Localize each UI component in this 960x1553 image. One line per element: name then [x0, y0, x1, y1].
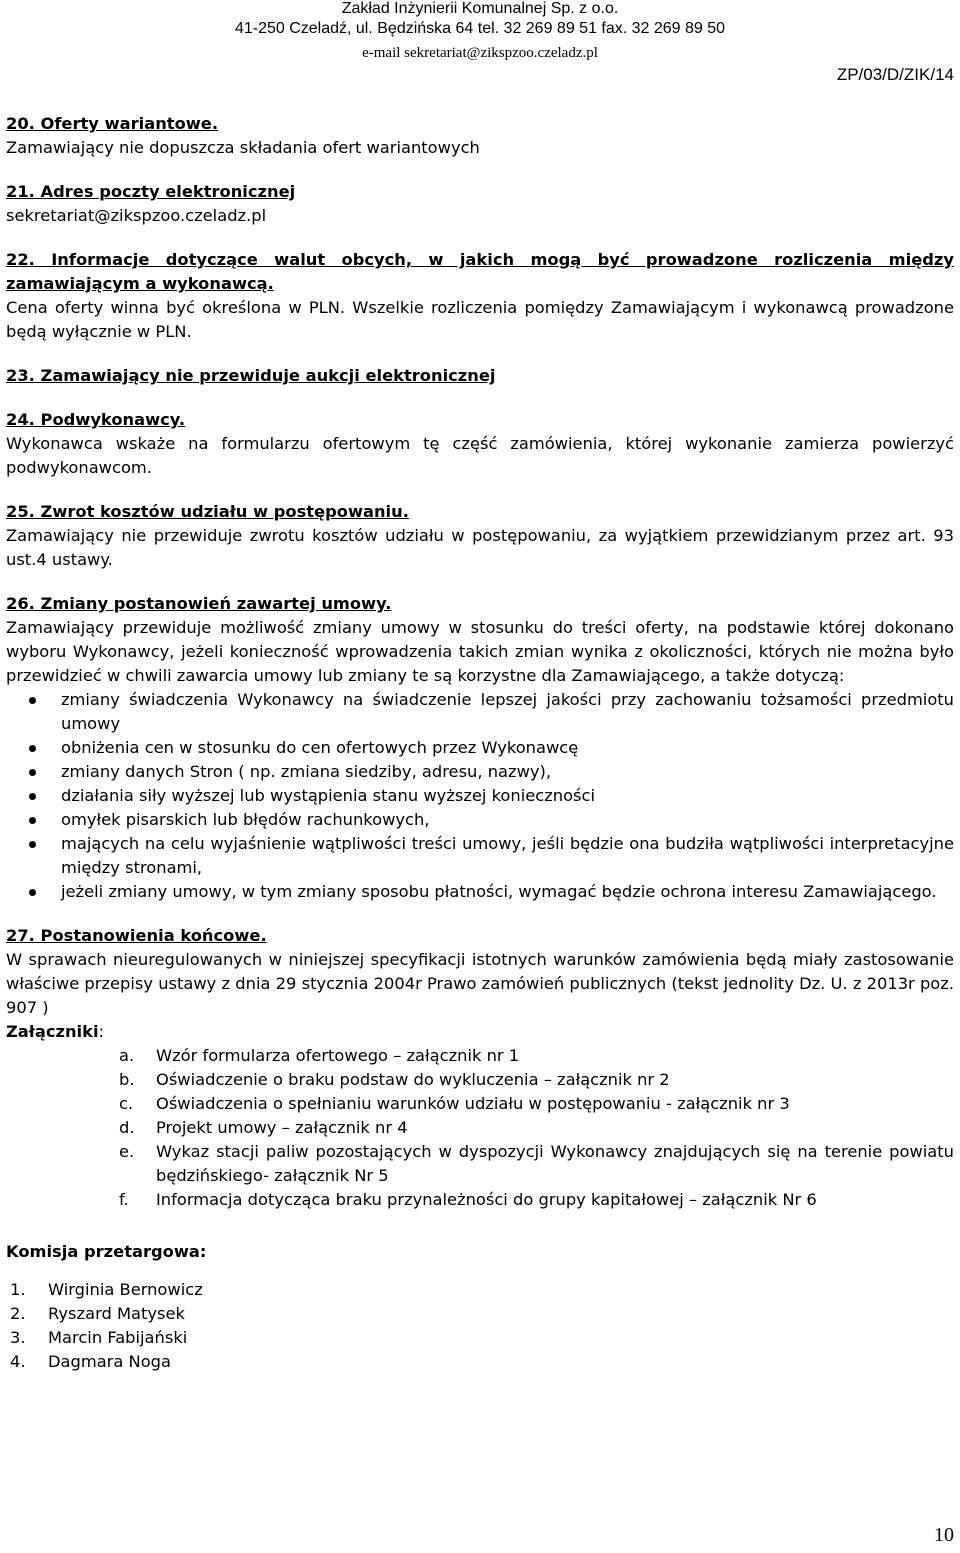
section-20-text: Zamawiający nie dopuszcza składania ofert wariantowych	[6, 138, 480, 157]
company-name: Zakład Inżynierii Komunalnej Sp. z o.o.	[341, 0, 619, 17]
section-22-text: Cena oferty winna być określona w PLN. Wszelkie rozliczenia pomiędzy Zamawiającym i wykonawcą prowadzone będą wyłącznie w PLN.	[6, 298, 954, 341]
commission-members-list	[6, 1278, 954, 1374]
list-item: 4. Dagmara Noga	[10, 1352, 171, 1371]
list-item: e. Wykaz stacji paliw pozostających w dyspozycji Wykonawcy znajdujących się na terenie powiatu będzińskiego- załącznik Nr 5	[119, 1142, 954, 1185]
section-27-text: W sprawach nieuregulowanych w niniejszej specyfikacji istotnych warunków zamówienia będą miały zastosowanie właściwe przepisy ustawy z dnia 29 stycznia 2004r Prawo zamówień publicznych (tekst jednolity Dz. U. z 2013r poz. 907 )	[6, 950, 954, 1017]
list-item: jeżeli zmiany umowy, w tym zmiany sposobu płatności, wymagać będzie ochrona interesu Zamawiającego.	[6, 880, 954, 904]
commission-title: Komisja przetargowa:	[6, 1242, 207, 1261]
list-item: b. Oświadczenie o braku podstaw do wykluczenia – załącznik nr 2	[119, 1070, 670, 1089]
document-body	[6, 112, 954, 1374]
list-item: 1. Wirginia Bernowicz	[10, 1280, 203, 1299]
bullet-icon	[29, 745, 36, 752]
list-item: 3. Marcin Fabijański	[10, 1328, 188, 1347]
section-26-title: 26. Zmiany postanowień zawartej umowy.	[6, 594, 392, 613]
list-item: c. Oświadczenia o spełnianiu warunków udziału w postępowaniu - załącznik nr 3	[119, 1094, 790, 1113]
list-item: d. Projekt umowy – załącznik nr 4	[119, 1118, 408, 1137]
section-24-title: 24. Podwykonawcy.	[6, 410, 186, 429]
section-24-text: Wykonawca wskaże na formularzu ofertowym tę część zamówienia, której wykonanie zamierza powierzyć podwykonawcom.	[6, 434, 954, 477]
list-item: zmiany świadczenia Wykonawcy na świadczenie lepszej jakości przy zachowaniu tożsamości przedmiotu umowy	[6, 688, 954, 736]
section-26-text: Zamawiający przewiduje możliwość zmiany umowy w stosunku do treści oferty, na podstawie której dokonano wyboru Wykonawcy, jeżeli konieczność wprowadzenia takich zmian wynika z okoliczności, których nie można było przewidzieć w chwili zawarcia umowy lub zmiany te są korzystne dla Zamawiającego, a także dotyczą:	[6, 618, 954, 685]
section-26-bullet-list	[6, 688, 954, 904]
section-25-title: 25. Zwrot kosztów udziału w postępowaniu.	[6, 502, 409, 521]
list-item: f. Informacja dotycząca braku przynależności do grupy kapitałowej – załącznik Nr 6	[119, 1190, 817, 1209]
section-22-title: 22. Informacje dotyczące walut obcych, w jakich mogą być prowadzone rozliczenia między zamawiającym a wykonawcą.	[6, 250, 954, 293]
company-email: e-mail sekretariat@zikspzoo.czeladz.pl	[362, 45, 598, 61]
list-item: 2. Ryszard Matysek	[10, 1304, 185, 1323]
section-23-title: 23. Zamawiający nie przewiduje aukcji elektronicznej	[6, 366, 496, 385]
section-20-title: 20. Oferty wariantowe.	[6, 114, 219, 133]
bullet-icon	[29, 889, 36, 896]
bullet-icon	[29, 793, 36, 800]
attachments-list	[6, 1044, 954, 1212]
list-item: działania siły wyższej lub wystąpienia stanu wyższej konieczności	[6, 784, 954, 808]
section-21-email: sekretariat@zikspzoo.czeladz.pl	[6, 206, 267, 225]
bullet-icon	[29, 769, 36, 776]
attachments-label: Załączniki	[6, 1022, 99, 1041]
list-item: zmiany danych Stron ( np. zmiana siedziby, adresu, nazwy),	[6, 760, 954, 784]
bullet-icon	[29, 697, 36, 704]
page-number: 10	[934, 1524, 954, 1546]
section-25-text: Zamawiający nie przewiduje zwrotu kosztów udziału w postępowaniu, za wyjątkiem przewidzianym przez art. 93 ust.4 ustawy.	[6, 526, 954, 569]
list-item: mających na celu wyjaśnienie wątpliwości treści umowy, jeśli będzie ona budziła wątpliwości interpretacyjne między stronami,	[6, 832, 954, 880]
list-item: a. Wzór formularza ofertowego – załącznik nr 1	[119, 1046, 520, 1065]
section-21-title: 21. Adres poczty elektronicznej	[6, 182, 296, 201]
bullet-icon	[29, 841, 36, 848]
list-item: obniżenia cen w stosunku do cen ofertowych przez Wykonawcę	[6, 736, 954, 760]
document-code: ZP/03/D/ZIK/14	[836, 65, 954, 84]
bullet-icon	[29, 817, 36, 824]
section-27-title: 27. Postanowienia końcowe.	[6, 926, 267, 945]
attachments-heading: Załączniki:	[6, 1022, 105, 1041]
company-address: 41-250 Czeladź, ul. Będzińska 64 tel. 32 269 89 51 fax. 32 269 89 50	[234, 20, 726, 37]
list-item: omyłek pisarskich lub błędów rachunkowych,	[6, 808, 954, 832]
